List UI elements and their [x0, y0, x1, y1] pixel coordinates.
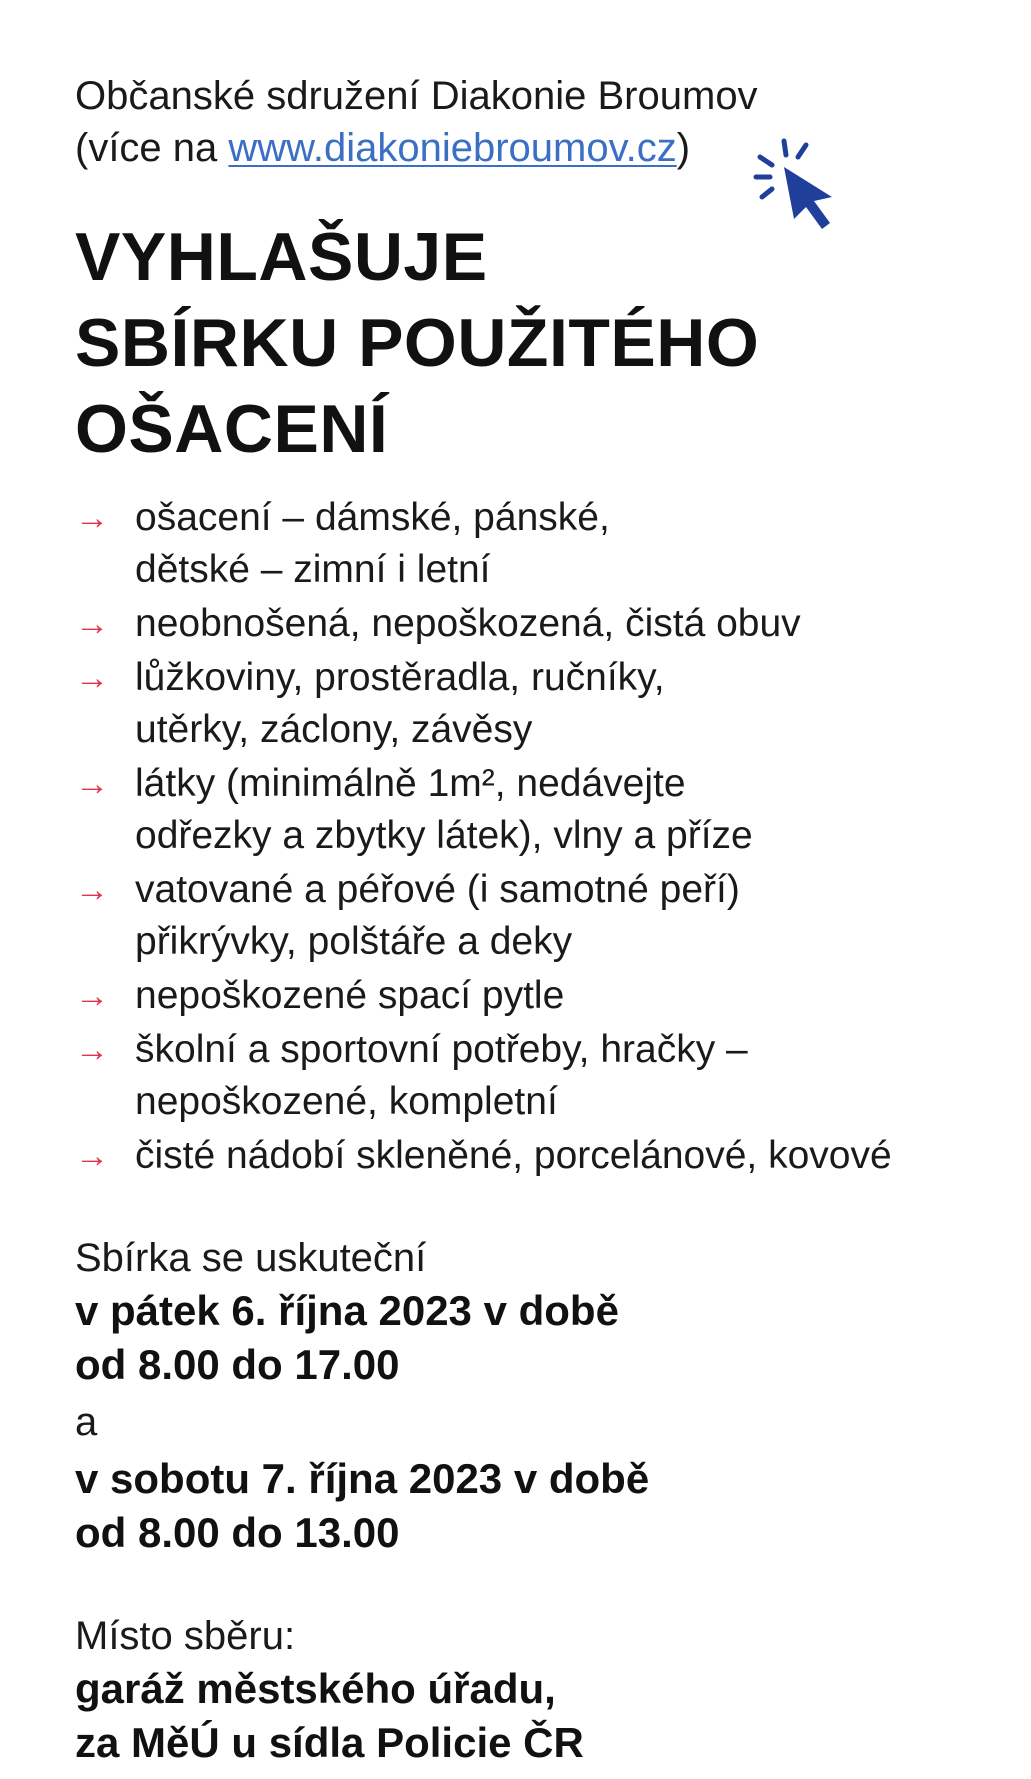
headline-line-1: VYHLAŠUJE	[75, 219, 488, 295]
list-item	[75, 1024, 991, 1128]
list-item-text: nepoškozené spací pytle	[135, 974, 565, 1017]
headline-line-3: OŠACENÍ	[75, 391, 389, 467]
collected-items-list	[75, 492, 991, 1182]
list-item-text: neobnošená, nepoškozená, čistá obuv	[135, 602, 801, 645]
arrow-right-icon: →	[75, 659, 109, 697]
website-link[interactable]: www.diakoniebroumov.cz	[228, 126, 677, 170]
place-section	[75, 1610, 991, 1770]
place-label: Místo sběru:	[75, 1614, 296, 1658]
schedule-day-2: v sobotu 7. října 2023 v době od 8.00 do 13.00	[75, 1455, 650, 1556]
list-item	[75, 652, 991, 756]
list-item	[75, 970, 991, 1022]
arrow-right-icon: →	[75, 499, 109, 537]
list-item-text: školní a sportovní potřeby, hračky – nepoškozené, kompletní	[135, 1028, 748, 1123]
list-item	[75, 492, 991, 596]
schedule-conjunction: a	[75, 1400, 98, 1444]
headline	[75, 214, 991, 472]
arrow-right-icon: →	[75, 977, 109, 1015]
place-value: garáž městského úřadu, za MěÚ u sídla Policie ČR	[75, 1665, 584, 1766]
arrow-right-icon: →	[75, 1137, 109, 1175]
list-item	[75, 598, 991, 650]
headline-line-2: SBÍRKU POUŽITÉHO	[75, 305, 760, 381]
arrow-right-icon: →	[75, 765, 109, 803]
more-info-prefix: (více na	[75, 126, 229, 170]
list-item	[75, 1130, 991, 1182]
arrow-right-icon: →	[75, 871, 109, 909]
list-item	[75, 864, 991, 968]
list-item-text: lůžkoviny, prostěradla, ručníky, utěrky, záclony, závěsy	[135, 656, 665, 751]
schedule-section	[75, 1232, 991, 1560]
arrow-right-icon: →	[75, 1031, 109, 1069]
list-item-text: ošacení – dámské, pánské, dětské – zimní i letní	[135, 496, 610, 591]
organization-name: Občanské sdružení Diakonie Broumov	[75, 74, 758, 118]
list-item-text: vatované a péřové (i samotné peří) přikrývky, polštáře a deky	[135, 868, 740, 963]
more-info-suffix: )	[676, 126, 691, 170]
schedule-intro: Sbírka se uskuteční	[75, 1236, 427, 1280]
list-item-text: čisté nádobí skleněné, porcelánové, kovové	[135, 1134, 892, 1177]
schedule-day-1: v pátek 6. října 2023 v době od 8.00 do 17.00	[75, 1287, 619, 1388]
list-item-text: látky (minimálně 1m², nedávejte odřezky a zbytky látek), vlny a příze	[135, 762, 753, 857]
arrow-right-icon: →	[75, 605, 109, 643]
click-cursor-icon	[750, 135, 855, 235]
list-item	[75, 758, 991, 862]
